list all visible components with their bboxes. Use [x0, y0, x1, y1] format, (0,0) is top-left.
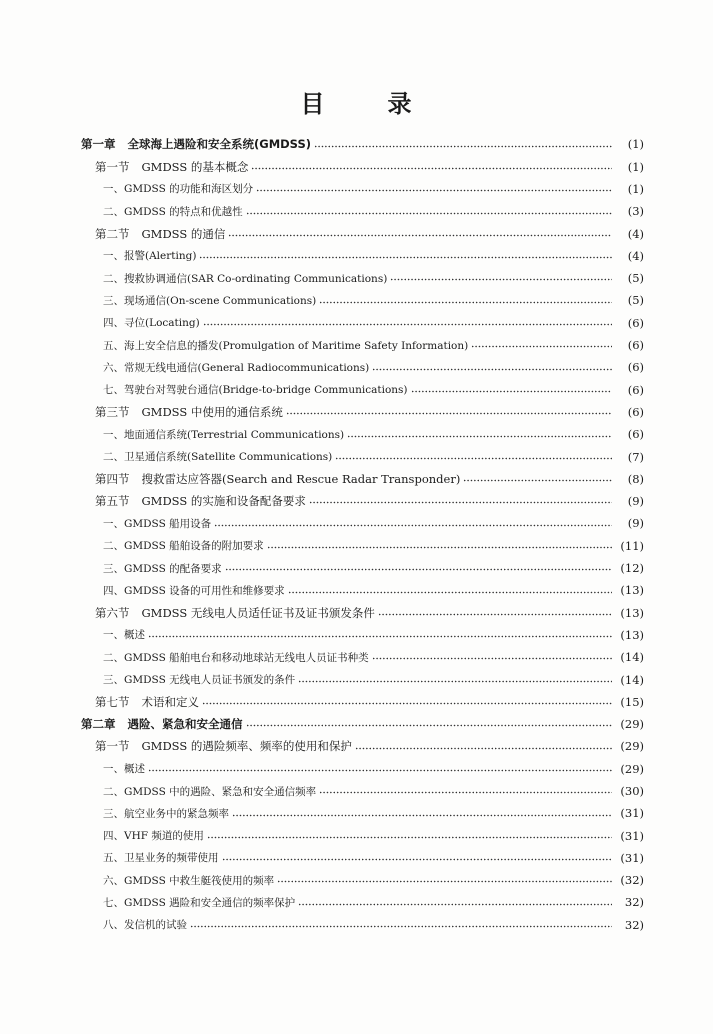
toc-page-number: (31) [620, 828, 644, 843]
title-char-2: 录 [387, 90, 413, 118]
toc-entry-title [103, 251, 199, 262]
dot-leader [148, 765, 612, 775]
toc-entry-text: 二、搜救协调通信(SAR Co-ordinating Communications) [103, 272, 388, 285]
toc-entry-text: 二、GMDSS 的特点和优越性 [103, 205, 243, 218]
toc-page-number: (6) [627, 360, 644, 375]
toc-entry-title [95, 694, 202, 709]
dot-leader [207, 832, 612, 842]
toc-entry-item[interactable] [81, 335, 644, 357]
toc-entry-text: 二、GMDSS 船舶电台和移动地球站无线电人员证书种类 [103, 651, 369, 664]
toc-entry-title [103, 296, 319, 307]
toc-entry-title [103, 385, 411, 396]
toc-entry-item[interactable] [81, 669, 644, 691]
toc-entry-item[interactable] [81, 892, 644, 914]
toc-entry-item[interactable] [81, 870, 644, 892]
toc-page-number: (6) [627, 427, 644, 442]
toc-page-number: (31) [620, 806, 644, 821]
toc-page-number: (8) [627, 471, 644, 486]
toc-entry-item[interactable] [81, 758, 644, 780]
toc-entry-title [103, 586, 288, 597]
toc-entry-section[interactable] [81, 491, 644, 513]
toc-entry-text: 八、发信机的试验 [103, 919, 187, 932]
table-of-contents [81, 134, 644, 937]
toc-entry-title [103, 564, 225, 575]
toc-entry-title [103, 274, 390, 285]
toc-entry-text: 一、地面通信系统(Terrestrial Communications) [103, 428, 345, 441]
toc-page-number: (4) [627, 248, 644, 263]
toc-entry-title [103, 363, 372, 374]
dot-leader [246, 208, 612, 218]
page-title [0, 84, 713, 119]
toc-entry-item[interactable] [81, 803, 644, 825]
toc-entry-text: 一、概述 [103, 629, 145, 642]
toc-entry-text: GMDSS 无线电人员适任证书及证书颁发条件 [141, 605, 375, 620]
toc-page-number: (5) [627, 271, 644, 286]
dot-leader [378, 609, 612, 619]
toc-page-number: (9) [627, 494, 644, 509]
title-char-1: 目 [300, 90, 326, 118]
toc-page-number: (13) [620, 605, 644, 620]
toc-entry-text: 六、常规无线电通信(General Radiocommunications) [103, 361, 370, 374]
toc-page-number: (29) [620, 717, 644, 732]
toc-entry-item[interactable] [81, 914, 644, 936]
toc-entry-item[interactable] [81, 312, 644, 334]
dot-leader [319, 297, 612, 307]
dot-leader [228, 230, 612, 240]
toc-page-number: 32) [624, 895, 644, 910]
dot-leader [314, 141, 612, 151]
toc-entry-text: GMDSS 的基本概念 [141, 159, 249, 174]
toc-entry-text: 一、报警(Alerting) [103, 250, 197, 263]
toc-entry-text: 五、卫星业务的频带使用 [103, 852, 219, 865]
toc-page-number: (12) [620, 561, 644, 576]
dot-leader [199, 253, 612, 263]
toc-page-number: (13) [620, 583, 644, 598]
toc-entry-title [103, 630, 148, 641]
toc-entry-number: 第五节 [95, 494, 130, 509]
dot-leader [298, 899, 612, 909]
toc-entry-title [103, 207, 246, 218]
toc-entry-text: GMDSS 的通信 [141, 226, 226, 241]
toc-entry-text: 四、VHF 频道的使用 [103, 830, 204, 843]
toc-page-number: (1) [627, 137, 644, 152]
toc-entry-title [95, 226, 228, 241]
toc-entry-item[interactable] [81, 357, 644, 379]
toc-page-number: (30) [620, 784, 644, 798]
toc-entry-section[interactable] [81, 602, 644, 624]
toc-page-number: (9) [627, 516, 644, 531]
toc-entry-section[interactable] [81, 156, 644, 178]
dot-leader [355, 743, 612, 753]
toc-entry-item[interactable] [81, 848, 644, 870]
dot-leader [319, 788, 612, 798]
toc-entry-title [103, 898, 298, 909]
dot-leader [256, 186, 612, 196]
toc-page-number: (3) [627, 204, 644, 219]
toc-entry-item[interactable] [81, 179, 644, 201]
toc-entry-text: 一、概述 [103, 763, 145, 776]
toc-entry-number: 第一章 [81, 137, 116, 152]
toc-page-number: (31) [620, 850, 644, 865]
toc-entry-item[interactable] [81, 201, 644, 223]
toc-entry-item[interactable] [81, 424, 644, 446]
dot-leader [335, 453, 612, 463]
toc-page-number: 32) [624, 917, 644, 932]
toc-entry-number: 第二章 [81, 717, 116, 732]
toc-entry-text: 六、GMDSS 中救生艇筏使用的频率 [103, 874, 275, 887]
toc-entry-text: 三、GMDSS 无线电人员证书颁发的条件 [103, 674, 296, 687]
toc-page-number: (1) [627, 159, 644, 174]
dot-leader [251, 163, 612, 173]
toc-page-number: (14) [620, 650, 644, 665]
toc-entry-text: 三、航空业务中的紧急频率 [103, 807, 229, 820]
toc-entry-text: 三、现场通信(On-scene Communications) [103, 294, 317, 307]
toc-entry-title [103, 853, 222, 864]
toc-entry-item[interactable] [81, 781, 644, 803]
toc-page-number: (13) [620, 627, 644, 642]
toc-page-number: (6) [627, 404, 644, 419]
toc-entry-item[interactable] [81, 268, 644, 290]
toc-entry-text: GMDSS 的实施和设备配备要求 [141, 494, 306, 509]
dot-leader [463, 476, 612, 486]
dot-leader [411, 386, 612, 396]
toc-entry-section[interactable] [81, 736, 644, 758]
toc-entry-item[interactable] [81, 446, 644, 468]
toc-entry-title [103, 787, 319, 798]
toc-page-number: (29) [620, 739, 644, 754]
toc-entry-title [103, 876, 277, 887]
toc-entry-item[interactable] [81, 379, 644, 401]
toc-entry-text: 四、寻位(Locating) [103, 317, 200, 330]
toc-entry-title [95, 471, 463, 486]
dot-leader [372, 654, 612, 664]
toc-page-number: (29) [620, 761, 644, 776]
toc-entry-title [103, 541, 267, 552]
dot-leader [277, 877, 612, 887]
toc-entry-title [95, 741, 355, 753]
toc-entry-item[interactable] [81, 245, 644, 267]
toc-page-number: (14) [620, 672, 644, 687]
toc-entry-title [103, 341, 471, 352]
dot-leader [372, 364, 612, 374]
toc-entry-number: 第一节 [95, 159, 130, 174]
dot-leader [267, 542, 612, 552]
dot-leader [298, 676, 612, 686]
toc-entry-title [103, 920, 190, 931]
toc-entry-text: 三、GMDSS 的配备要求 [103, 562, 222, 575]
toc-entry-item[interactable] [81, 558, 644, 580]
toc-entry-title [103, 184, 256, 195]
toc-entry-text: 七、驾驶台对驾驶台通信(Bridge-to-bridge Communications) [103, 384, 408, 397]
toc-page-number: (6) [627, 382, 644, 397]
toc-entry-item[interactable] [81, 513, 644, 535]
dot-leader [202, 699, 612, 709]
toc-entry-number: 第六节 [95, 605, 130, 620]
dot-leader [286, 409, 612, 419]
dot-leader [288, 587, 612, 597]
dot-leader [225, 565, 612, 575]
toc-entry-chapter[interactable] [81, 714, 644, 736]
toc-entry-title [103, 653, 372, 664]
dot-leader [309, 498, 612, 508]
toc-entry-section[interactable] [81, 402, 644, 424]
toc-entry-title [81, 719, 246, 731]
toc-entry-text: 五、海上安全信息的播发(Promulgation of Maritime Safety Information) [103, 339, 469, 352]
dot-leader [347, 431, 612, 441]
toc-entry-title [103, 452, 335, 463]
toc-entry-number: 第三节 [95, 404, 130, 419]
toc-page-number: (1) [627, 181, 644, 196]
toc-entry-item[interactable] [81, 580, 644, 602]
toc-entry-title [103, 831, 207, 842]
toc-entry-title [103, 675, 298, 686]
toc-entry-item[interactable] [81, 625, 644, 647]
toc-entry-title [103, 430, 347, 441]
toc-entry-number: 第一节 [95, 739, 130, 754]
toc-page-number: (5) [627, 293, 644, 308]
toc-entry-title [95, 159, 251, 174]
toc-entry-title [103, 809, 232, 820]
toc-entry-item[interactable] [81, 647, 644, 669]
toc-entry-text: 二、GMDSS 船舶设备的附加要求 [103, 540, 264, 553]
toc-entry-title [95, 605, 378, 620]
toc-entry-title [81, 139, 314, 151]
toc-entry-title [95, 496, 309, 508]
toc-entry-section[interactable] [81, 691, 644, 713]
toc-entry-item[interactable] [81, 535, 644, 557]
toc-entry-item[interactable] [81, 825, 644, 847]
dot-leader [390, 275, 612, 285]
toc-entry-section[interactable] [81, 468, 644, 490]
toc-entry-chapter[interactable] [81, 134, 644, 156]
toc-entry-number: 第七节 [95, 694, 130, 709]
dot-leader [190, 922, 612, 932]
toc-page-number: (7) [627, 449, 644, 464]
toc-entry-title [103, 519, 214, 530]
toc-entry-title [103, 318, 203, 329]
toc-entry-text: GMDSS 的遇险频率、频率的使用和保护 [141, 739, 352, 754]
toc-entry-text: 全球海上遇险和安全系统(GMDSS) [127, 137, 311, 152]
dot-leader [203, 320, 612, 330]
toc-entry-text: 一、GMDSS 船用设备 [103, 517, 212, 530]
dot-leader [471, 342, 612, 352]
toc-page-number: (6) [627, 338, 644, 353]
toc-entry-text: 搜救雷达应答器(Search and Rescue Radar Transponder) [141, 471, 461, 486]
toc-entry-text: 术语和定义 [141, 694, 199, 709]
dot-leader [232, 810, 612, 820]
toc-entry-number: 第四节 [95, 471, 130, 486]
dot-leader [246, 721, 613, 731]
toc-entry-section[interactable] [81, 223, 644, 245]
toc-entry-text: 一、GMDSS 的功能和海区划分 [103, 183, 254, 196]
toc-page-number: (6) [627, 315, 644, 330]
toc-page-number: (15) [620, 694, 644, 709]
toc-page-number: (32) [620, 873, 644, 888]
toc-entry-text: 七、GMDSS 遇险和安全通信的频率保护 [103, 896, 296, 909]
toc-entry-text: GMDSS 中使用的通信系统 [141, 404, 283, 419]
toc-entry-item[interactable] [81, 290, 644, 312]
toc-entry-text: 二、卫星通信系统(Satellite Communications) [103, 451, 333, 464]
toc-entry-title [103, 764, 148, 775]
toc-entry-text: 四、GMDSS 设备的可用性和维修要求 [103, 584, 285, 597]
toc-page-number: (4) [627, 226, 644, 241]
dot-leader [148, 632, 612, 642]
toc-page-number: (11) [620, 538, 644, 553]
toc-entry-text: 遇险、紧急和安全通信 [127, 717, 243, 732]
toc-entry-title [95, 404, 286, 419]
toc-entry-number: 第二节 [95, 226, 130, 241]
dot-leader [214, 520, 612, 530]
toc-entry-text: 二、GMDSS 中的遇险、紧急和安全通信频率 [103, 785, 317, 798]
dot-leader [222, 855, 613, 865]
